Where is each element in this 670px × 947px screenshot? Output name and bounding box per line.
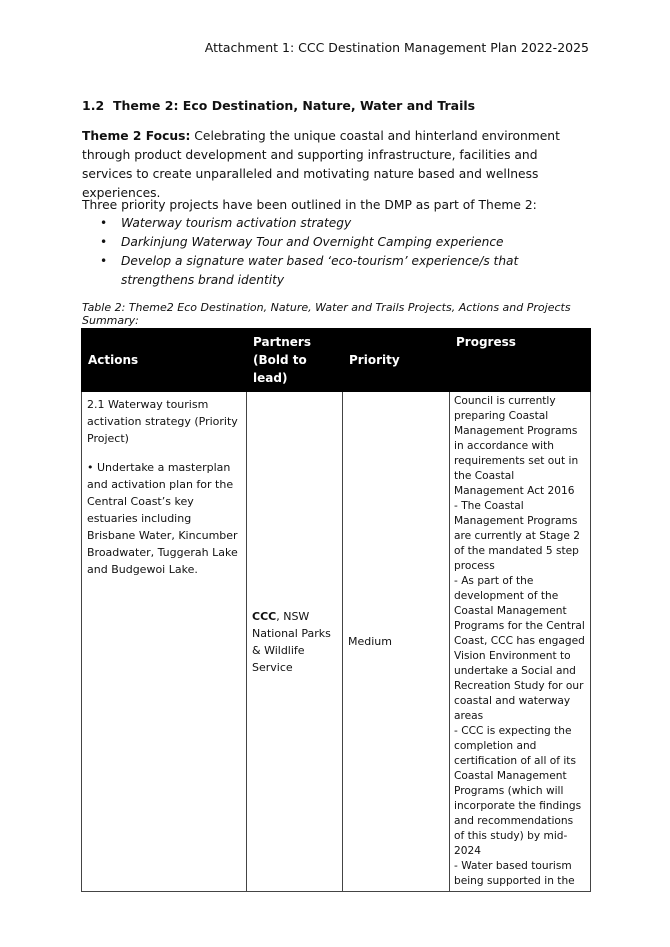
theme-focus-paragraph <box>82 127 582 203</box>
section-heading <box>82 98 475 113</box>
bullet-icon: • <box>100 254 108 268</box>
list-item-text: Develop a signature water based ‘eco-tourism’ experience/s that strengthens brand identity <box>121 254 519 287</box>
table-header-row <box>82 329 591 392</box>
progress-entry: - CCC is expecting the completion and certification of all of its Coastal Management Programs (which will incorporate the findings and recommendations of this study) by mid-2024 <box>454 725 582 857</box>
progress-entry: Council is currently preparing Coastal Management Programs in accordance with requirements set out in the Coastal Management Act 2016 <box>454 395 579 497</box>
column-header-priority: Priority <box>343 329 450 392</box>
progress-entry: - Water based tourism being supported in the <box>454 860 575 887</box>
column-header-progress: Progress <box>450 329 591 392</box>
list-item <box>100 252 580 290</box>
partners-cell <box>247 392 343 892</box>
actions-cell <box>82 392 247 892</box>
section-number: 1.2 <box>82 98 105 113</box>
list-item-text: Waterway tourism activation strategy <box>121 216 352 230</box>
bullet-icon: • <box>100 235 108 249</box>
theme-focus-text: Celebrating the unique coastal and hinterland environment through product development and supporting infrastructure, facilities and services to create unparalleled and motivating nature based and wellness experiences. <box>82 129 560 200</box>
table-row <box>82 392 591 892</box>
priority-projects-intro: Three priority projects have been outlined in the DMP as part of Theme 2: <box>82 198 537 212</box>
table-caption: Table 2: Theme2 Eco Destination, Nature, Water and Trails Projects, Actions and Projects Summary: <box>82 301 571 327</box>
priority-projects-list <box>100 214 580 290</box>
progress-cell <box>450 392 591 892</box>
lead-partner: CCC <box>252 609 277 623</box>
other-partners: , NSW National Parks & Wildlife Service <box>252 609 331 674</box>
theme-focus-label: Theme 2 Focus: <box>82 129 191 143</box>
bullet-icon: • <box>100 216 108 230</box>
action-title: 2.1 Waterway tourism activation strategy (Priority Project) <box>87 398 238 445</box>
section-title: Theme 2: Eco Destination, Nature, Water and Trails <box>113 98 476 113</box>
progress-entry: - The Coastal Management Programs are currently at Stage 2 of the mandated 5 step process <box>454 500 581 572</box>
projects-table <box>81 328 591 892</box>
column-header-actions: Actions <box>82 329 247 392</box>
list-item <box>100 233 580 252</box>
progress-entry: - As part of the development of the Coastal Management Programs for the Central Coast, CCC has engaged Vision Environment to undertake a Social and Recreation Study for our coastal and waterway areas <box>454 575 585 722</box>
column-header-partners: Partners (Bold to lead) <box>247 329 343 392</box>
action-description: • Undertake a masterplan and activation plan for the Central Coast’s key estuaries including Brisbane Water, Kincumber Broadwater, Tuggerah Lake and Budgewoi Lake. <box>87 461 238 576</box>
priority-cell: Medium <box>343 392 450 892</box>
list-item-text: Darkinjung Waterway Tour and Overnight Camping experience <box>121 235 504 249</box>
list-item <box>100 214 580 233</box>
page-header: Attachment 1: CCC Destination Management Plan 2022-2025 <box>204 40 589 55</box>
